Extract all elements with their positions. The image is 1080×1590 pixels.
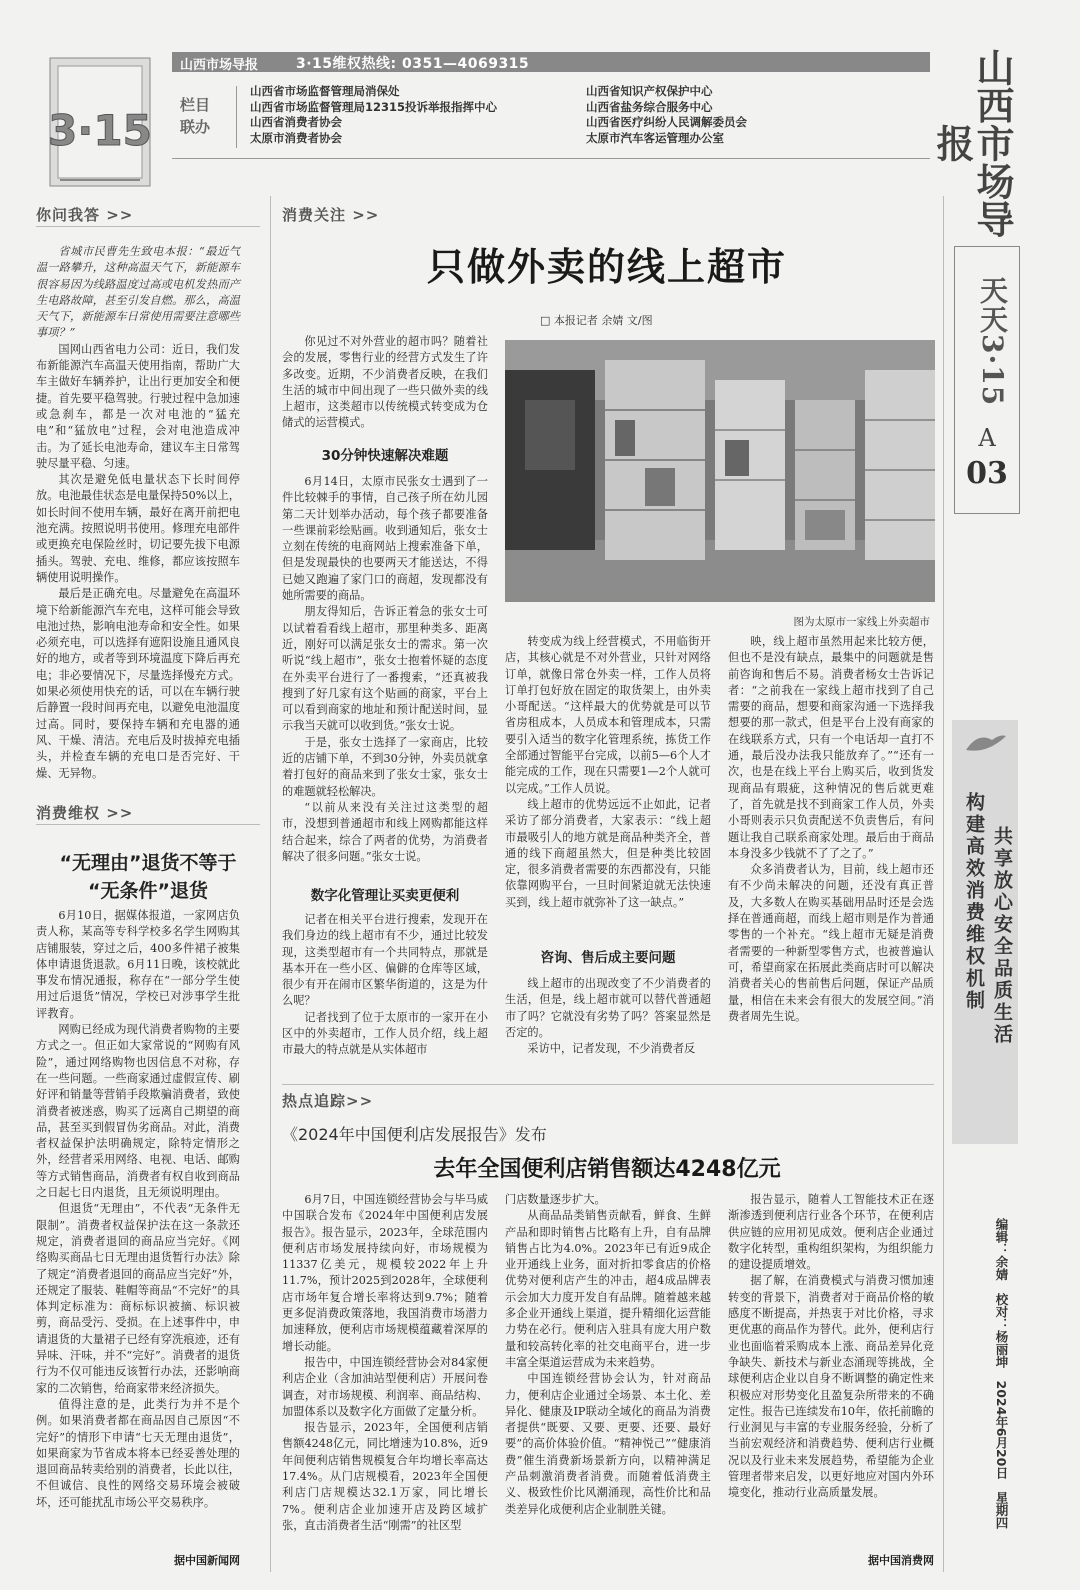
header-bar <box>172 52 930 72</box>
partner: 山西省医疗纠纷人民调解委员会 <box>586 115 747 129</box>
main-subhead-2: 数字化管理让买卖更便利 <box>310 888 460 904</box>
hot-col2-para: 从商品品类销售贡献看，鲜食、生鲜产品和即时销售占比略有上升，自有品牌销售占比为4.0%。2023年已有近9成企业开通线上业务，面对折扣零食店的价格优势对便利店产生的冲击，超4成品牌表示会加大力度开发自有品牌。随着越来越多企业开通线上渠道，提升精细化运营能力势在必行。便利店入驻具有庞大用户数量和较高转化率的社交电商平台，进一步丰富全渠道运营成为未来趋势。 <box>505 1209 711 1369</box>
qa-answer: 最后是正确充电。尽量避免在高温环境下给新能源汽车充电，这样可能会导致电池过热，影响电池寿命和安全性。如果必须充电，可以选择有遮阳设施且通风良好的地方，或者等到环境温度下降后再充电；非必要情况下，尽量选择慢充方式。如果必须使用快充的话，可以在车辆行驶后静置一段时间再充电，以避免电池温度过高。同时，要保持车辆和充电器的通风、干燥、清洁。充电后及时拔掉充电插头，并检查车辆的充电口是否完好、干燥、无异物。 <box>36 587 240 780</box>
column-divider <box>270 196 271 1572</box>
hot-col3-para: 据了解，在消费模式与消费习惯加速转变的背景下，消费者对于商品价格的敏感度不断提高，并热衷于对比价格，寻求更优惠的商品作为替代。此外，便利店行业也面临着采购成本上涨、商品差异化竞争缺失、新技术与新业态涌现等挑战，全球便利店企业以自身不断调整的确定性来积极应对形势变化且盈复杂所带来的不确定性。报告已连续发布10年，依托前瞻的行业洞见与丰富的专业服务经验，分析了当前宏观经济和消费趋势、便利店行业概况以及行业未来发展趋势，希望能为企业管理者带来启发，以更好地应对国内外环境变化，推动行业高质量发展。 <box>728 1274 934 1500</box>
partner: 山西省市场监督管理局12315投诉举报指挥中心 <box>250 99 498 114</box>
main-sec1-para: 6月14日，太原市民张女士遇到了一件比较棘手的事情，自己孩子所在幼儿园第二天计划举办活动，每个孩子都要准备一些课前彩绘贴画。收到通知后，张女士立刻在传统的电商网站上搜索准备下单，但是发现最快的也要两天才能送达，不得已她又跑遍了家门口的商超，发现都没有她所需要的商品。 <box>282 475 488 603</box>
slogan-line-1: 构建高效消费维权机制 <box>963 792 985 1012</box>
hot-col2-para: 门店数量逐步扩大。 <box>505 1193 606 1206</box>
main-col4 <box>728 634 934 1025</box>
hot-col1-para: 报告中，中国连锁经营协会对84家便利店企业（含加油站型便利店）开展问卷调查，对市场规模、利润率、商品结构、加盟体系以及数字化方面做了定量分析。 <box>282 1355 488 1418</box>
column-divider <box>943 196 944 1572</box>
rights-para: 值得注意的是，此类行为并不是个例。如果消费者都在商品因自己原因“不完好”的情形下申请“七天无理由退货”，如果商家为节省成本将本已经妥善处理的退回商品转卖给别的消费者，长此以往，不但诚信、良性的网络交易环境会被破坏，还可能扰乱市场公平交易秩序。 <box>36 1397 240 1509</box>
hot-col2-para: 中国连锁经营协会认为，针对商品力，便利店企业通过全场景、本土化、差异化、健康及IP联动全域化的商品为消费者提供“既要、又要、更要、还要、最好要”的高价体验价值。“精神悦己”“健康消费”催生消费新场景新方向，以精神满足产品刺激消费者消费。而随着低消费主义、极致性价比风潮涌现，高性价比和品类差异化成便利店企业制胜关键。 <box>505 1372 711 1516</box>
main-col3 <box>505 634 711 911</box>
qa-answer: 其次是避免低电量状态下长时间停放。电池最佳状态是电量保持50%以上，如长时间不使用车辆，最好在离开前把电池充满。按照说明书使用。修理充电部件或更换充电保险丝时，切记要先拔下电源插头。驾驶、充电、维修，都应该按照车辆使用说明操作。 <box>36 473 240 584</box>
page-number: 03 <box>966 456 1008 491</box>
hot-col1-para: 报告显示，2023年，全国便利店销售额4248亿元，同比增速为10.8%，近9年间便利店销售规模复合年均增长率高达17.4%。从门店规模看，2023年全国便利店门店规模达32.1万家，同比增长7%。便利店企业加速开店及跨区域扩张，直击消费者生活“刚需”的社区型 <box>282 1421 488 1532</box>
rights-title-2: “无条件”退货 <box>88 880 208 902</box>
main-sec1 <box>282 474 488 865</box>
partner: 太原市消费者协会 <box>250 130 342 145</box>
main-col3b-para: 线上超市的出现改变了不少消费者的生活，但是，线上超市就可以替代普通超市了吗？它就没有劣势了吗？答案显然是否定的。 <box>505 977 711 1039</box>
edition-name: 天天3·15 <box>976 275 1009 407</box>
main-col3-para: 线上超市的优势远远不止如此，记者采访了部分消费者，大家表示：“线上超市最吸引人的地方就是商品种类齐全，普通的线下商超虽然大，但是种类比较固定，很多消费者需要的东西都没有，只能依靠网购平台，一旦时间紧迫就无法快速买到，线上超市就弥补了这一缺点。” <box>505 797 711 909</box>
partners-right <box>586 84 747 146</box>
hot-col2 <box>505 1192 711 1518</box>
qa-label-rule <box>36 226 260 227</box>
hot-rule <box>282 1084 934 1085</box>
main-subhead-1: 30分钟快速解决难题 <box>321 448 449 464</box>
main-label: 消费关注 >> <box>282 206 380 224</box>
hot-col3-para: 报告显示，随着人工智能技术正在逐渐渗透到便利店行业各个环节，在便利店供应链的应用初见成效。便利店企业通过数字化转型，重构组织架构，为组织能力的建设提质增效。 <box>728 1193 934 1272</box>
main-sec1-para: 于是，张女士选择了一家商店，比较近的店铺下单，不到30分钟，外卖员就拿着打包好的商品来到了张女士家，张女士的难题就轻松解决。 <box>282 735 488 798</box>
masthead-title: 山西市场导报 <box>930 48 1015 238</box>
header-rule <box>172 158 930 159</box>
main-col3-para: 转变成为线上经营模式，不用临街开店，其核心就是不对外营业，只针对网络订单，就像日常仓外卖一样，工作人员将订单打包好放在固定的取货架上，由外卖小哥配送。“这样最大的优势就是可以节省房租成本，人员成本和管理成本，只需要引入适当的数字化管理系统，拣货工作全部通过智能平台完成，以前5—6个人才能完成的工作，现在只需要1—2个人就可以完成。”工作人员说。 <box>505 635 711 795</box>
photo-caption: 图为太原市一家线上外卖超市 <box>793 616 930 628</box>
logo-315 <box>40 40 158 190</box>
header-divider <box>236 86 237 148</box>
qa-answer: 国网山西省电力公司：近日，我们发布新能源汽车高温天使用指南，帮助广大车主做好车辆养护，让出行更加安全和便捷。首先要平稳驾驶。行驶过程中急加速或急刹车，都是一次对电池的“猛充电”和“猛放电”过程，会对电池造成冲击。为了延长电池寿命，建议车主日常驾驶尽量平稳、匀速。 <box>36 342 240 470</box>
main-col4-para: 映，线上超市虽然用起来比较方便，但也不是没有缺点，最集中的问题就是售前咨询和售后不易。消费者杨女士告诉记者：“之前我在一家线上超市找到了自己需要的商品，想要和商家沟通一下选择我想要的那一款式，但是平台上没有商家的在线联系方式，只有一个电话却一直打不通，最后没办法我只能放弃了。”“还有一次，也是在线上平台上购买后，收到货发现商品有瑕疵，这种情况的售后就更难了，首先就是找不到商家工作人员，外卖小哥则表示只负责配送不负责售后，有问题让我自己联系商家处理。最后由于商品本身没多少钱就不了了之了。” <box>728 635 934 860</box>
warehouse-shelves-image <box>505 340 935 602</box>
hot-col1-para: 6月7日，中国连锁经营协会与毕马威中国联合发布《2024年中国便利店发展报告》。报告显示，2023年，全球范围内便利店市场发展持续向好，市场规模为11337亿美元，规模较2022年上升11.7%，预计2025到2028年，全球便利店市场年复合增长率将达到9.7%；随着更多促消费政策落地，我国消费市场潜力加速释放，便利店市场规模蕴藏着深厚的增长动能。 <box>282 1193 488 1353</box>
main-sec1-para: 朋友得知后，告诉正着急的张女士可以试着看看线上超市，那里种类多、距离近，刚好可以满足张女士的需求。第一次听说“线上超市”，张女士抱着怀疑的态度在外卖平台进行了一番搜索，“还真被我搜到了好几家有这个贴画的商家，平台上可以看到商家的地址和预计配送时间，显示我当天就可以收到货。”张女士说。 <box>282 605 488 733</box>
rights-label: 消费维权 >> <box>36 804 134 822</box>
rights-source: 据中国新闻网 <box>174 1554 240 1567</box>
store-photo <box>505 340 935 602</box>
main-sec2-para: 记者找到了位于太原市的一家开在小区中的外卖超市，工作人员介绍，线上超市最大的特点就是从实体超市 <box>282 1010 488 1057</box>
logo-text: 3·15 <box>48 106 152 155</box>
main-sec1-para: “以前从来没有关注过这类型的超市，没想到普通超市和线上网购都能这样结合起来，综合了两者的优势，为消费者解决了很多问题。”张女士说。 <box>282 800 488 863</box>
logo-315-graphic <box>40 40 158 190</box>
partner: 山西省盐务综合服务中心 <box>586 99 713 114</box>
section-letter: A <box>978 424 996 452</box>
main-col3b <box>505 976 711 1057</box>
rights-para: 网购已经成为现代消费者购物的主要方式之一。但正如大家常说的“网购有风险”，通过网络购物也因信息不对称，存在一些问题。一些商家通过虚假宣传、刷好评和销量等营销手段欺骗消费者，致使消费者被迷惑，购买了远离自己期望的商品，甚至买到假冒伪劣商品。对此，消费者权益保护法明确规定，除特定情形之外，经营者采用网络、电视、电话、邮购等方式销售商品，消费者有权自收到商品之日起七日内退货，且无须说明理由。 <box>36 1023 240 1200</box>
editor-line: 编辑：余婧 校对：杨丽坤 2024年6月20日 星期四 <box>994 1218 1009 1529</box>
rights-body <box>36 908 240 1511</box>
main-intro <box>282 334 488 432</box>
hot-title: 去年全国便利店销售额达4248亿元 <box>433 1157 781 1182</box>
hot-source: 据中国消费网 <box>868 1554 934 1567</box>
main-sec2-para: 记者在相关平台进行搜索，发现开在我们身边的线上超市有不少，通过比较发现，这类型超市有一个共同特点，那就是基本开在一些小区、偏僻的仓库等区域，很少有开在闹市区繁华街道的，这是为什么呢？ <box>282 913 488 1008</box>
rights-label-rule <box>36 824 260 825</box>
hot-label: 热点追踪>> <box>282 1092 374 1110</box>
rights-para: 6月10日，据媒体报道，一家网店负责人称，某高等专科学校多名学生网购其店铺服装，穿过之后，400多件裙子被集体申请退货退款。6月11日晚，该校就此事发布情况通报，称存在“一部分学生使用过后退货”情况，学校已对涉事学生批评教育。 <box>36 909 240 1020</box>
partner: 山西省知识产权保护中心 <box>586 84 713 98</box>
qa-label: 你问我答 >> <box>36 206 134 224</box>
main-intro-text: 你见过不对外营业的超市吗？随着社会的发展，零售行业的经营方式发生了许多改变。近期，不少消费者反映，在我们生活的城市中间出现了一些只做外卖的线上超市，这类超市以传统模式转变成为仓储式的运营模式。 <box>282 335 488 430</box>
dove-icon <box>962 728 1010 758</box>
partner: 太原市汽车客运管理办公室 <box>586 130 724 145</box>
paper-name: 山西市场导报 <box>180 58 259 73</box>
partner: 山西省市场监督管理局消保处 <box>250 84 400 98</box>
column-label: 栏目联办 <box>180 96 211 136</box>
slogan-line-2: 共享放心安全品质生活 <box>991 826 1013 1046</box>
main-sec2 <box>282 912 488 1059</box>
main-col3b-para: 采访中，记者发现，不少消费者反 <box>527 1042 696 1056</box>
rights-title-1: “无理由”退货不等于 <box>59 852 237 874</box>
main-title: 只做外卖的线上超市 <box>426 245 787 289</box>
hot-kicker: 《2024年中国便利店发展报告》发布 <box>282 1125 547 1144</box>
hot-col3 <box>728 1192 934 1502</box>
partners-left <box>250 84 497 146</box>
main-col4-para: 众多消费者认为，目前，线上超市还有不少尚未解决的问题，还没有真正普及，大多数人在购买基础用品时还是会选择在普通商超，而线上超市则是作为普通零售的一个补充。“线上超市无疑是消费者需要的一种新型零售方式，也被普遍认可，希望商家在拓展此类商店时可以解决消费者关心的售前售后问题，保证产品质量，相信在未来会有很大的发展空间。”消费者周先生说。 <box>728 863 934 1023</box>
rights-para: 但退货“无理由”，不代表“无条件无限制”。消费者权益保护法在这一条款还规定，消费者退回的商品应当完好。《网络购买商品七日无理由退货暂行办法》除了规定“消费者退回的商品应当完好”外，还规定了服装、鞋帽等商品“不完好”的具体判定标准为：商标标识被摘、标识被剪，商品受污、受损。在上述事件中，申请退货的大量裙子已经有穿洗痕迹，还有异味、汗味，并不“完好”。消费者的退货行为不仅可能违反该暂行办法，还影响商家的二次销售，给商家带来经济损失。 <box>36 1202 240 1395</box>
qa-body <box>36 244 240 782</box>
qa-question: 省城市民曹先生致电本报：“最近气温一路攀升，这种高温天气下，新能源车很容易因为线路温度过高或电机发热而产生电路故障，甚至引发自燃。那么，高温天气下，新能源车日常使用需要注意哪些事项？” <box>36 245 240 340</box>
partner: 山西省消费者协会 <box>250 115 342 129</box>
hot-col1 <box>282 1192 488 1534</box>
hotline: 3·15维权热线: 0351—4069315 <box>296 56 530 72</box>
byline: □ 本报记者 余婧 文/图 <box>540 314 653 327</box>
main-subhead-3: 咨询、售后成主要问题 <box>540 950 676 966</box>
